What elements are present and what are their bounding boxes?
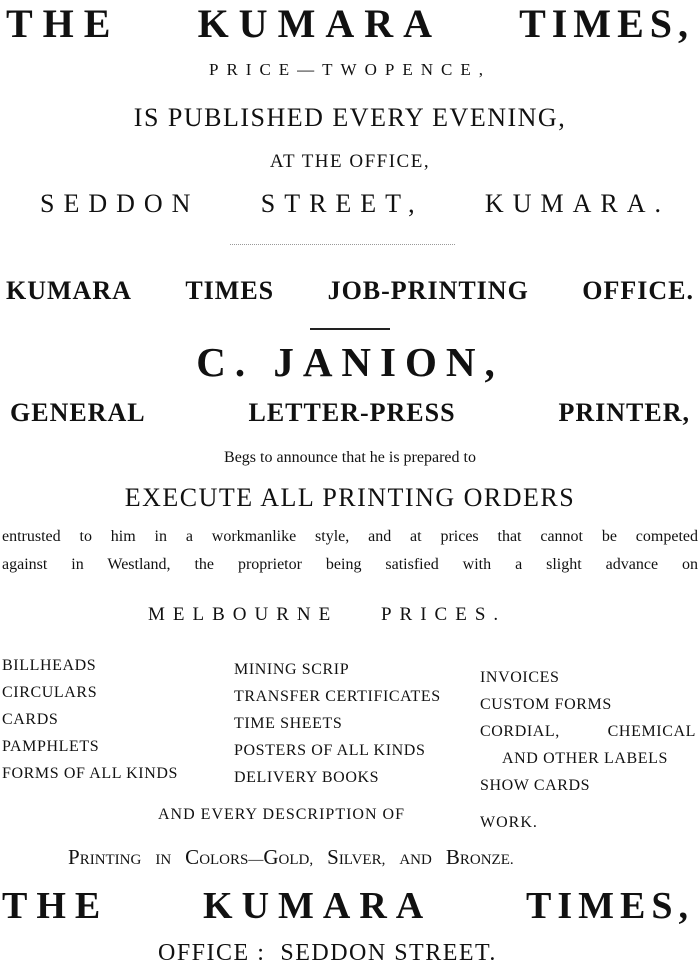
heading-word: TIMES xyxy=(185,276,275,305)
masthead-title xyxy=(6,0,694,47)
colors-word: COLORS— xyxy=(185,845,264,869)
proprietor-name: C. JANION, xyxy=(196,339,504,385)
colors-word: AND xyxy=(399,852,432,868)
footer-word: TIMES, xyxy=(526,885,694,927)
colors-word: GOLD, xyxy=(263,845,314,869)
service-item: CUSTOM FORMS xyxy=(480,696,612,713)
colors-word: PRINTING xyxy=(68,845,142,869)
service-item: AND OTHER LABELS xyxy=(502,750,669,767)
service-item: INVOICES xyxy=(480,669,560,686)
address-word: SEDDON xyxy=(40,189,200,218)
footer-title xyxy=(2,884,694,928)
service-item: CARDS xyxy=(2,711,59,728)
service-item: TRANSFER CERTIFICATES xyxy=(234,688,441,705)
melbourne-word: MELBOURNE xyxy=(148,604,339,625)
masthead-word: THE xyxy=(6,1,121,46)
price-line: PRICE—TWOPENCE, xyxy=(209,60,491,79)
footer-word: THE xyxy=(2,885,110,927)
at-office-line: AT THE OFFICE, xyxy=(269,151,431,172)
heading-word: JOB-PRINTING xyxy=(327,276,529,305)
footer-word: KUMARA xyxy=(203,885,433,927)
service-item: CORDIAL, CHEMICAL xyxy=(480,723,696,740)
services-column-3 xyxy=(480,664,696,799)
service-item: MINING SCRIP xyxy=(234,661,350,678)
service-item: SHOW CARDS xyxy=(480,777,591,794)
heading-word: KUMARA xyxy=(6,276,132,305)
address-line xyxy=(40,189,670,219)
services-column-1 xyxy=(2,652,178,787)
trade-word: LETTER-PRESS xyxy=(248,398,456,427)
work-word: WORK. xyxy=(480,814,538,831)
service-item: POSTERS OF ALL KINDS xyxy=(234,742,426,759)
melbourne-prices xyxy=(148,604,506,626)
service-item: DELIVERY BOOKS xyxy=(234,769,380,786)
published-line: IS PUBLISHED EVERY EVENING, xyxy=(133,103,567,132)
heading-word: OFFICE. xyxy=(582,276,694,305)
melbourne-word: PRICES. xyxy=(380,604,507,625)
job-office-heading xyxy=(6,276,694,306)
service-item: FORMS OF ALL KINDS xyxy=(2,765,179,782)
colors-line xyxy=(68,845,514,870)
service-item: BILLHEADS xyxy=(2,657,97,674)
body-text-line: against in Westland, the proprietor being satisfied with a slight advance on xyxy=(2,556,698,573)
execute-line: EXECUTE ALL PRINTING ORDERS xyxy=(124,483,576,512)
trade-word: PRINTER, xyxy=(558,398,690,427)
colors-word: BRONZE. xyxy=(445,845,514,869)
service-item: CIRCULARS xyxy=(2,684,98,701)
address-word: STREET, xyxy=(260,189,424,218)
colors-word: IN xyxy=(155,852,172,868)
short-rule xyxy=(310,328,390,330)
services-column-2 xyxy=(234,656,441,791)
service-item: PAMPHLETS xyxy=(2,738,100,755)
address-word: KUMARA. xyxy=(484,189,670,218)
trade-line xyxy=(10,398,690,428)
every-description-line: AND EVERY DESCRIPTION OF xyxy=(158,806,405,823)
faint-divider xyxy=(230,244,455,246)
colors-word: SILVER, xyxy=(327,845,386,869)
masthead-word: KUMARA xyxy=(197,1,442,46)
body-text-line: entrusted to him in a workmanlike style, and at prices that cannot be competed xyxy=(2,528,698,545)
trade-word: GENERAL xyxy=(10,398,146,427)
footer-office: OFFICE : SEDDON STREET. xyxy=(158,940,497,966)
masthead-word: TIMES, xyxy=(519,1,694,46)
announce-line: Begs to announce that he is prepared to xyxy=(224,449,476,466)
service-item: TIME SHEETS xyxy=(234,715,343,732)
